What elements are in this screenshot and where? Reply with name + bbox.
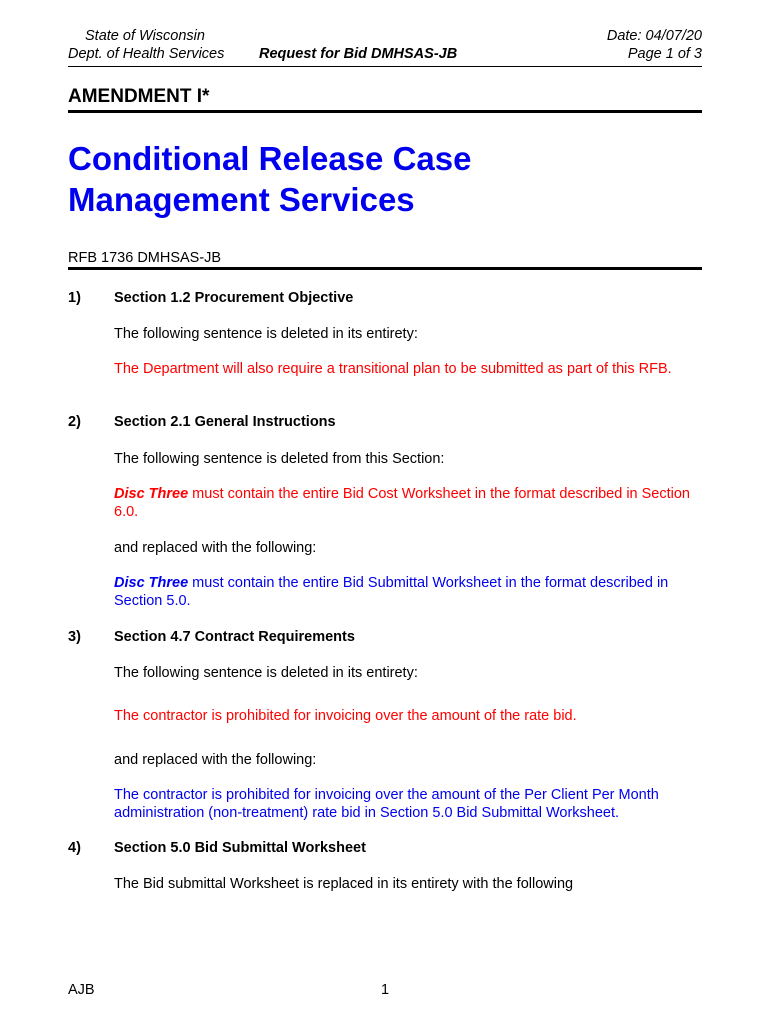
amendment-heading: AMENDMENT I* xyxy=(68,86,702,113)
item-3-number: 3) xyxy=(68,629,81,645)
title-line-1: Conditional Release Case xyxy=(68,140,472,177)
item-3-heading: Section 4.7 Contract Requirements xyxy=(114,629,355,645)
item-3-added-text: The contractor is prohibited for invoicing over the amount of the Per Client Per Month administration (non-treatment) rate bid in Section 5.0 Bid Submittal Worksheet. xyxy=(114,787,659,821)
item-4-heading: Section 5.0 Bid Submittal Worksheet xyxy=(114,840,366,856)
item-1-heading: Section 1.2 Procurement Objective xyxy=(114,290,354,306)
item-2-number: 2) xyxy=(68,414,81,430)
item-4-intro: The Bid submittal Worksheet is replaced in its entirety with the following xyxy=(114,876,574,892)
footer-initials: AJB xyxy=(68,982,95,998)
item-2-deleted-emphasis: Disc Three xyxy=(114,486,189,502)
document-title xyxy=(68,138,702,220)
page-header xyxy=(68,28,702,67)
item-2-added-rest: must contain the entire Bid Submittal Worksheet in the format described in Section 5.0. xyxy=(114,575,669,609)
item-1-number: 1) xyxy=(68,290,81,306)
item-2-heading: Section 2.1 General Instructions xyxy=(114,414,336,430)
item-2-added-emphasis: Disc Three xyxy=(114,575,189,591)
item-3-replace-intro: and replaced with the following: xyxy=(114,752,317,768)
header-state: State of Wisconsin xyxy=(85,28,205,44)
item-3-deleted-text: The contractor is prohibited for invoicing over the amount of the rate bid. xyxy=(114,708,577,724)
item-1-intro: The following sentence is deleted in its entirety: xyxy=(114,326,418,342)
item-2-deleted-text xyxy=(114,485,702,521)
item-2-intro: The following sentence is deleted from this Section: xyxy=(114,451,445,467)
item-2-deleted-rest: must contain the entire Bid Cost Worksheet in the format described in Section 6.0. xyxy=(114,486,690,520)
header-dept: Dept. of Health Services xyxy=(68,46,225,62)
header-date: Date: 04/07/20 xyxy=(606,28,702,44)
title-line-2: Management Services xyxy=(68,181,415,218)
footer-page-number: 1 xyxy=(381,982,390,998)
header-request: Request for Bid DMHSAS-JB xyxy=(259,46,458,62)
item-2-replace-intro: and replaced with the following: xyxy=(114,540,317,556)
rfb-number: RFB 1736 DMHSAS-JB xyxy=(68,250,702,270)
item-3-intro: The following sentence is deleted in its entirety: xyxy=(114,665,418,681)
item-1-deleted-text: The Department will also require a transitional plan to be submitted as part of this RFB. xyxy=(114,361,672,377)
item-4-number: 4) xyxy=(68,840,81,856)
item-2-added-text xyxy=(114,574,702,610)
header-page: Page 1 of 3 xyxy=(627,46,702,62)
